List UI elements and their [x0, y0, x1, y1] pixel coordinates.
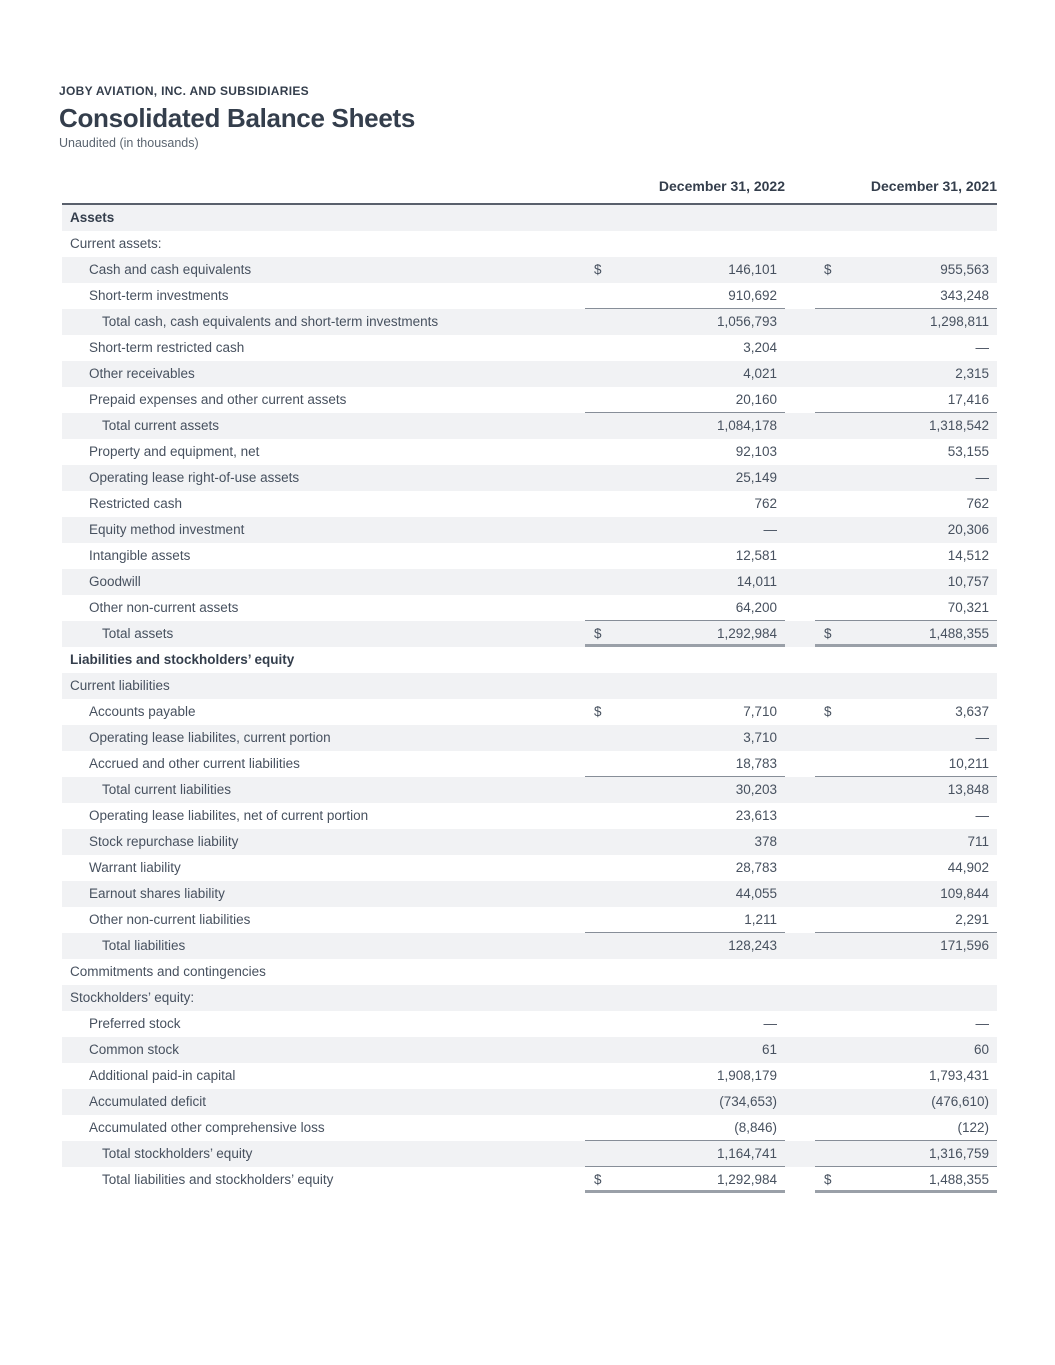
table-row — [62, 1115, 997, 1141]
value-2021-cell — [815, 881, 997, 907]
column-gap — [785, 309, 815, 335]
value-2021: 20,306 — [947, 522, 989, 537]
value-2022-cell — [585, 491, 785, 517]
table-row — [62, 387, 997, 413]
value-2022: 146,101 — [728, 262, 777, 277]
value-2022: 4,021 — [743, 366, 777, 381]
column-header-2022: December 31, 2022 — [658, 178, 785, 194]
column-gap — [785, 829, 815, 855]
value-2021: 14,512 — [947, 548, 989, 563]
value-2021-cell — [815, 517, 997, 543]
value-2022: 1,164,741 — [716, 1146, 777, 1161]
value-2022-cell — [585, 699, 785, 725]
table-row — [62, 205, 997, 231]
value-2021-cell — [815, 335, 997, 361]
row-label: Operating lease right-of-use assets — [89, 470, 300, 485]
value-2022: 20,160 — [735, 392, 777, 407]
column-gap — [785, 361, 815, 387]
table-body — [62, 205, 997, 1193]
table-header-row — [62, 179, 997, 205]
row-label: Restricted cash — [89, 496, 183, 511]
value-2021-cell — [815, 1141, 997, 1167]
value-2022-cell — [585, 517, 785, 543]
table-row — [62, 829, 997, 855]
column-gap — [785, 1063, 815, 1089]
value-2022-cell — [585, 439, 785, 465]
value-2021-cell — [815, 361, 997, 387]
row-label: Equity method investment — [89, 522, 245, 537]
value-2021: 13,848 — [947, 782, 989, 797]
row-label: Current assets: — [70, 236, 162, 251]
value-2022: 25,149 — [735, 470, 777, 485]
column-gap — [785, 257, 815, 283]
row-label: Operating lease liabilites, current portion — [89, 730, 331, 745]
balance-sheet-table — [62, 179, 997, 1193]
value-2021-cell — [815, 439, 997, 465]
value-2021-cell — [815, 543, 997, 569]
table-row — [62, 725, 997, 751]
value-2022-cell — [585, 1011, 785, 1037]
value-2021-cell — [815, 673, 997, 699]
value-2022: — — [763, 1016, 777, 1031]
value-2022: 3,710 — [743, 730, 777, 745]
value-2021-cell — [815, 413, 997, 439]
value-2022: 3,204 — [743, 340, 777, 355]
value-2021-cell — [815, 1011, 997, 1037]
value-2021: 955,563 — [940, 262, 989, 277]
table-row — [62, 283, 997, 309]
value-2021: 10,757 — [947, 574, 989, 589]
value-2021-cell — [815, 933, 997, 959]
value-2022: 1,908,179 — [716, 1068, 777, 1083]
value-2022-cell — [585, 361, 785, 387]
value-2021: 1,316,759 — [928, 1146, 989, 1161]
column-gap — [785, 1167, 815, 1193]
value-2021-cell — [815, 725, 997, 751]
column-gap — [785, 725, 815, 751]
column-gap — [785, 1115, 815, 1141]
value-2022: 61 — [761, 1042, 777, 1057]
company-name: JOBY AVIATION, INC. AND SUBSIDIARIES — [59, 84, 309, 98]
value-2022: 7,710 — [743, 704, 777, 719]
value-2021: — — [975, 808, 989, 823]
value-2022: 23,613 — [735, 808, 777, 823]
value-2021: 53,155 — [947, 444, 989, 459]
table-row — [62, 621, 997, 647]
table-row — [62, 933, 997, 959]
table-row — [62, 777, 997, 803]
value-2022: 1,211 — [744, 912, 777, 927]
column-gap — [785, 595, 815, 621]
column-gap — [785, 933, 815, 959]
value-2021: 1,318,542 — [928, 418, 989, 433]
value-2022-cell — [585, 777, 785, 803]
value-2021: 2,291 — [955, 912, 989, 927]
value-2022-cell — [585, 933, 785, 959]
value-2022-cell — [585, 1167, 785, 1193]
value-2022: 44,055 — [735, 886, 777, 901]
value-2022-cell — [585, 1115, 785, 1141]
table-row — [62, 569, 997, 595]
value-2022-cell — [585, 413, 785, 439]
value-2021-cell — [815, 257, 997, 283]
value-2022: 1,056,793 — [716, 314, 777, 329]
value-2021-cell — [815, 231, 997, 257]
page-title: Consolidated Balance Sheets — [59, 103, 416, 133]
value-2021: 2,315 — [955, 366, 989, 381]
row-label: Preferred stock — [89, 1016, 181, 1031]
table-row — [62, 647, 997, 673]
value-2021: 711 — [967, 834, 989, 849]
value-2022-cell — [585, 1063, 785, 1089]
value-2021: 60 — [973, 1042, 989, 1057]
value-2022: 762 — [754, 496, 777, 511]
value-2022-cell — [585, 673, 785, 699]
value-2021: 44,902 — [947, 860, 989, 875]
table-row — [62, 413, 997, 439]
table-row — [62, 465, 997, 491]
row-label: Accumulated deficit — [89, 1094, 207, 1109]
value-2022-cell — [585, 751, 785, 777]
value-2021-cell — [815, 777, 997, 803]
value-2022-cell — [585, 985, 785, 1011]
value-2021: 1,298,811 — [929, 314, 989, 329]
row-label: Liabilities and stockholders’ equity — [70, 652, 295, 667]
value-2022-cell — [585, 725, 785, 751]
row-label: Total current liabilities — [102, 782, 232, 797]
column-gap — [785, 803, 815, 829]
value-2021-cell — [815, 283, 997, 309]
table-row — [62, 959, 997, 985]
value-2021: 1,488,355 — [928, 1172, 989, 1187]
value-2021-cell — [815, 1089, 997, 1115]
subtitle: Unaudited (in thousands) — [59, 136, 199, 150]
value-2022: (8,846) — [734, 1120, 777, 1135]
value-2022-cell — [585, 595, 785, 621]
column-gap — [785, 543, 815, 569]
value-2021: 1,793,431 — [928, 1068, 989, 1083]
column-gap — [785, 1089, 815, 1115]
column-gap — [785, 621, 815, 647]
column-gap — [785, 855, 815, 881]
table-row — [62, 361, 997, 387]
value-2021-cell — [815, 647, 997, 673]
row-label: Total liabilities — [102, 938, 186, 953]
table-row — [62, 751, 997, 777]
value-2022-cell — [585, 621, 785, 647]
row-label: Stockholders’ equity: — [70, 990, 195, 1005]
table-row — [62, 257, 997, 283]
table-row — [62, 1037, 997, 1063]
column-gap — [785, 569, 815, 595]
row-label: Stock repurchase liability — [89, 834, 239, 849]
value-2022: 30,203 — [735, 782, 777, 797]
value-2021-cell — [815, 985, 997, 1011]
value-2022-cell — [585, 231, 785, 257]
value-2022: 18,783 — [735, 756, 777, 771]
dollar-sign: $ — [594, 704, 602, 719]
column-gap — [785, 283, 815, 309]
value-2021: 343,248 — [940, 288, 989, 303]
row-label: Total liabilities and stockholders’ equity — [102, 1172, 334, 1187]
value-2022-cell — [585, 465, 785, 491]
table-row — [62, 309, 997, 335]
value-2022: — — [763, 522, 777, 537]
value-2022-cell — [585, 829, 785, 855]
table-row — [62, 517, 997, 543]
value-2022-cell — [585, 1037, 785, 1063]
column-gap — [785, 673, 815, 699]
column-gap — [785, 1037, 815, 1063]
table-row — [62, 231, 997, 257]
row-label: Goodwill — [89, 574, 141, 589]
value-2021: 762 — [966, 496, 989, 511]
value-2021-cell — [815, 465, 997, 491]
column-gap — [785, 491, 815, 517]
value-2022: 1,292,984 — [716, 1172, 777, 1187]
value-2022: 910,692 — [728, 288, 777, 303]
table-row — [62, 439, 997, 465]
column-gap — [785, 387, 815, 413]
value-2022-cell — [585, 283, 785, 309]
table-row — [62, 673, 997, 699]
row-label: Total assets — [102, 626, 174, 641]
column-gap — [785, 1011, 815, 1037]
value-2021: (122) — [957, 1120, 989, 1135]
value-2021: — — [975, 470, 989, 485]
row-label: Total stockholders’ equity — [102, 1146, 253, 1161]
value-2021-cell — [815, 907, 997, 933]
value-2021-cell — [815, 855, 997, 881]
row-label: Short-term investments — [89, 288, 229, 303]
column-gap — [785, 699, 815, 725]
dollar-sign: $ — [594, 262, 602, 277]
column-gap — [785, 1141, 815, 1167]
row-label: Operating lease liabilites, net of current portion — [89, 808, 369, 823]
value-2021-cell — [815, 751, 997, 777]
value-2022-cell — [585, 205, 785, 231]
value-2021-cell — [815, 569, 997, 595]
value-2022: 1,292,984 — [716, 626, 777, 641]
value-2021-cell — [815, 1115, 997, 1141]
value-2021-cell — [815, 829, 997, 855]
row-label: Additional paid-in capital — [89, 1068, 236, 1083]
value-2021-cell — [815, 803, 997, 829]
value-2022: 128,243 — [728, 938, 777, 953]
value-2022-cell — [585, 387, 785, 413]
row-label: Current liabilities — [70, 678, 170, 693]
table-row — [62, 985, 997, 1011]
value-2021-cell — [815, 621, 997, 647]
value-2021: — — [975, 1016, 989, 1031]
value-2022-cell — [585, 803, 785, 829]
table-row — [62, 595, 997, 621]
value-2021: — — [975, 730, 989, 745]
dollar-sign: $ — [824, 1172, 832, 1187]
value-2022: 14,011 — [736, 574, 777, 589]
table-row — [62, 1141, 997, 1167]
column-gap — [785, 907, 815, 933]
value-2022-cell — [585, 907, 785, 933]
row-label: Earnout shares liability — [89, 886, 225, 901]
value-2021-cell — [815, 699, 997, 725]
value-2022: 28,783 — [735, 860, 777, 875]
value-2022: 378 — [754, 834, 777, 849]
column-gap — [785, 881, 815, 907]
value-2021-cell — [815, 491, 997, 517]
table-row — [62, 1089, 997, 1115]
column-gap — [785, 465, 815, 491]
value-2021-cell — [815, 309, 997, 335]
value-2022-cell — [585, 1089, 785, 1115]
dollar-sign: $ — [824, 262, 832, 277]
column-gap — [785, 959, 815, 985]
dollar-sign: $ — [824, 704, 832, 719]
value-2022-cell — [585, 959, 785, 985]
row-label: Other receivables — [89, 366, 195, 381]
value-2021-cell — [815, 387, 997, 413]
column-gap — [785, 439, 815, 465]
value-2022-cell — [585, 543, 785, 569]
column-gap — [785, 231, 815, 257]
row-label: Short-term restricted cash — [89, 340, 245, 355]
value-2021: (476,610) — [931, 1094, 989, 1109]
value-2022-cell — [585, 309, 785, 335]
table-row — [62, 1167, 997, 1193]
dollar-sign: $ — [594, 626, 602, 641]
table-row — [62, 907, 997, 933]
value-2021: 171,596 — [940, 938, 989, 953]
column-gap — [785, 777, 815, 803]
value-2021: 17,416 — [947, 392, 989, 407]
value-2021-cell — [815, 205, 997, 231]
value-2022: (734,653) — [719, 1094, 777, 1109]
table-row — [62, 881, 997, 907]
value-2022-cell — [585, 569, 785, 595]
column-gap — [785, 517, 815, 543]
value-2021-cell — [815, 1037, 997, 1063]
row-label: Property and equipment, net — [89, 444, 260, 459]
table-row — [62, 803, 997, 829]
row-label: Total current assets — [102, 418, 220, 433]
value-2022: 64,200 — [735, 600, 777, 615]
value-2021: 3,637 — [955, 704, 989, 719]
value-2021: 70,321 — [947, 600, 989, 615]
value-2021: — — [975, 340, 989, 355]
column-gap — [785, 413, 815, 439]
row-label: Intangible assets — [89, 548, 191, 563]
row-label: Warrant liability — [89, 860, 181, 875]
value-2022: 12,581 — [735, 548, 777, 563]
column-header-2021: December 31, 2021 — [870, 178, 997, 194]
row-label: Commitments and contingencies — [70, 964, 266, 979]
row-label: Prepaid expenses and other current assets — [89, 392, 347, 407]
row-label: Accumulated other comprehensive loss — [89, 1120, 325, 1135]
value-2022: 92,103 — [735, 444, 777, 459]
table-row — [62, 335, 997, 361]
column-gap — [785, 985, 815, 1011]
row-label: Other non-current liabilities — [89, 912, 251, 927]
value-2021-cell — [815, 595, 997, 621]
row-label: Common stock — [89, 1042, 180, 1057]
value-2021-cell — [815, 1063, 997, 1089]
table-row — [62, 699, 997, 725]
value-2022-cell — [585, 855, 785, 881]
column-gap — [785, 647, 815, 673]
dollar-sign: $ — [824, 626, 832, 641]
row-label: Assets — [70, 210, 115, 225]
dollar-sign: $ — [594, 1172, 602, 1187]
value-2022-cell — [585, 335, 785, 361]
value-2021-cell — [815, 1167, 997, 1193]
table-row — [62, 1063, 997, 1089]
value-2022-cell — [585, 647, 785, 673]
row-label: Accrued and other current liabilities — [89, 756, 300, 771]
table-row — [62, 1011, 997, 1037]
table-row — [62, 543, 997, 569]
row-label: Accounts payable — [89, 704, 196, 719]
row-label: Total cash, cash equivalents and short-term investments — [102, 314, 439, 329]
row-label: Cash and cash equivalents — [89, 262, 252, 277]
value-2021-cell — [815, 959, 997, 985]
value-2022-cell — [585, 881, 785, 907]
row-label: Other non-current assets — [89, 600, 239, 615]
value-2021: 1,488,355 — [928, 626, 989, 641]
table-row — [62, 855, 997, 881]
column-gap — [785, 335, 815, 361]
value-2021: 10,211 — [948, 756, 989, 771]
column-gap — [785, 751, 815, 777]
value-2022: 1,084,178 — [716, 418, 777, 433]
value-2022-cell — [585, 257, 785, 283]
table-row — [62, 491, 997, 517]
column-gap — [785, 205, 815, 231]
value-2022-cell — [585, 1141, 785, 1167]
value-2021: 109,844 — [940, 886, 989, 901]
